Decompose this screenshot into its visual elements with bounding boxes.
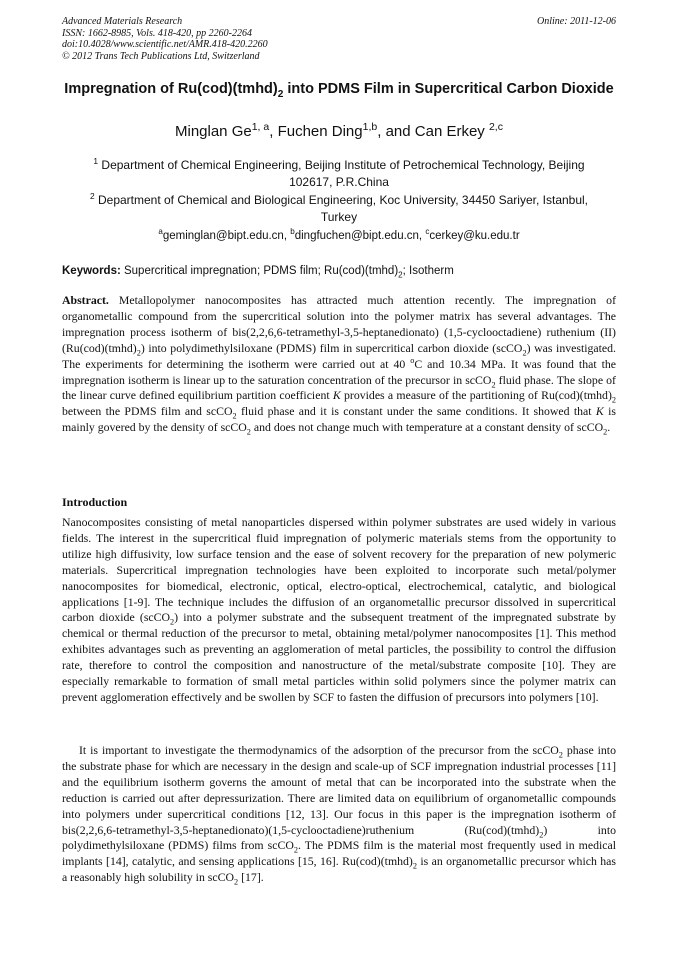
copyright-line: © 2012 Trans Tech Publications Ltd, Switzerland (62, 50, 260, 62)
author-1: Minglan Ge (175, 123, 252, 140)
abstract-text: ) was investigated. The experiments for determining the isotherm were carried out at 40 (62, 340, 616, 371)
abstract-subscript: 2 (491, 379, 496, 389)
title-part-1: Impregnation of Ru(cod)(tmhd) (64, 81, 278, 97)
abstract-subscript: 2 (136, 348, 141, 358)
intro-subscript: 2 (412, 861, 417, 871)
intro-text: It is important to investigate the thermodynamics of the adsorption of the precursor from the scCO (79, 743, 559, 757)
email-c[interactable]: cerkey@ku.edu.tr (429, 230, 520, 242)
abstract-subscript: 2 (522, 348, 527, 358)
abstract-text: Metallopolymer nanocomposites has attracted much attention recently. The impregnation of organometallic compound from the supercritical solution into the polymer matrix has several advantages. The impregnation process isotherm of bis(2,2,6,6-tetramethyl-3,5-heptanedionato) (1,5-cyclooctadiene) ruthenium (II) (Ru(cod)(tmhd) (62, 293, 616, 355)
intro-subscript: 2 (558, 750, 563, 760)
affiliation-2-number: 2 (89, 191, 95, 201)
degree-symbol: o (410, 355, 415, 365)
email-a[interactable]: geminglan@bipt.edu.cn, (162, 230, 291, 242)
abstract-text: fluid phase. The slope of the linear curve defined equilibrium partition coefficient (62, 372, 616, 403)
email-c-marker: c (425, 227, 430, 237)
affiliation-2 (78, 192, 600, 226)
intro-paragraph-2 (62, 743, 616, 886)
abstract-italic-k: K (595, 404, 604, 419)
intro-text: ) into polydimethylsiloxane (PDMS) films from scCO (62, 822, 616, 853)
abstract-text: C and 10.34 MPa. It was found that the impregnation isotherm is linear up to the saturation concentration of the precursor in scCO (62, 356, 616, 387)
intro-text: phase into the substrate phase for which are necessary in the design and scale-up of SCF impregnation industrial processes [11] and the equilibrium isotherm governs the amount of metal that can be incorporated into the substrate when the reduction is carried out after depressurization. There are limited data on equilibrium of organometallic compounds into polymers under supercritical conditions [12, 13]. Our focus in this paper is the impregnation isotherm of bis(2,2,6,6-tetramethyl-3,5-heptanedionato)(1,5-cyclooctadiene)ruthenium (Ru(cod)(tmhd) (62, 743, 616, 837)
paper-title (62, 80, 616, 99)
affiliation-1-number: 1 (93, 156, 99, 166)
section-heading-introduction: Introduction (62, 495, 128, 509)
abstract-text: provides a measure of the partitioning of Ru(cod)(tmhd) (340, 388, 612, 403)
keywords (62, 264, 616, 279)
abstract-subscript: 2 (611, 395, 616, 405)
abstract-subscript: 2 (603, 427, 608, 437)
intro-subscript: 2 (170, 617, 175, 627)
author-2: , Fuchen Ding (269, 123, 363, 140)
affiliation-1 (78, 157, 600, 191)
keywords-text-1: Supercritical impregnation; PDMS film; Ru(cod)(tmhd) (120, 265, 399, 277)
abstract-subscript: 2 (246, 427, 251, 437)
journal-name: Advanced Materials Research (62, 16, 183, 27)
abstract-text: is mainly govered by the density of scCO (62, 404, 616, 435)
keywords-subscript: 2 (398, 270, 403, 280)
intro-text: Nanocomposites consisting of metal nanoparticles dispersed within polymer substrates are used widely in various fields. The interest in the supercritical fluid impregnation of polymeric materials stems from the opportunity to utilize high diffusivity, low surface tension and the ease of solvent recovery for the preparation of new polymeric materials. Supercritical impregnation technologies have been exploited to incorporate such metal/polymer nanocomposites for biomedical, electronic, optical, electro-optical, electrochemical, catalytic, and biological applications [1-9]. The technique includes the diffusion of an organometallic precursor dissolved in supercritical carbon dioxide (scCO (62, 515, 616, 625)
keywords-text-2: ; Isotherm (402, 265, 454, 277)
doi-line: doi:10.4028/www.scientific.net/AMR.418-420.2260 (62, 39, 268, 51)
author-emails (62, 228, 616, 244)
keywords-label: Keywords: (62, 265, 121, 277)
affiliation-2-text: Department of Chemical and Biological Engineering, Koc University, 34450 Sariyer, Istanbul, Turkey (94, 193, 589, 224)
abstract (62, 293, 616, 436)
intro-text: ) into a polymer substrate and the subsequent treatment of the impregnated substrate by chemical or thermal reduction of the precursor to metal, obtaining metal/polymer nanocomposites [1]. This method exhibites advantages such as preventing an agglomeration of metal particles, the possibility to control the diffusion rate, therefore to control the composition and nanostructure of the metal/substrate composite [10]. They are especially remarkable to formation of small metal particles within solid polymers since the polymer matrix can prevent agglomeration effectively and be swollen by SCF to fasten the diffusion of precursors into polymers [10]. (62, 610, 616, 704)
email-b[interactable]: dingfuchen@bipt.edu.cn, (294, 230, 426, 242)
intro-subscript: 2 (234, 877, 239, 887)
issn-line: ISSN: 1662-8985, Vols. 418-420, pp 2260-2264 (62, 27, 252, 39)
author-3: , and Can Erkey (377, 123, 489, 140)
title-part-2: into PDMS Film in Supercritical Carbon Dioxide (283, 81, 614, 97)
author-2-affil: 1,b (362, 121, 378, 133)
abstract-text: . (607, 420, 611, 435)
intro-text: . The PDMS film is the material most frequently used in medical implants [14], catalytic, and sensing applications [15, 16]. Ru(cod)(tmhd) (62, 838, 616, 869)
abstract-text: fluid phase and it is constant under the same conditions. It showed that (236, 404, 596, 419)
abstract-text: and does not change much with temperature at a constant density of scCO (250, 420, 604, 435)
author-list (62, 122, 616, 142)
affiliation-1-text: Department of Chemical Engineering, Beijing Institute of Petrochemical Technology, Beijing 102617, P.R.China (98, 158, 585, 189)
email-a-marker: a (158, 227, 163, 237)
intro-subscript: 2 (539, 829, 544, 839)
abstract-subscript: 2 (232, 411, 237, 421)
abstract-text: ) into polydimethylsiloxane (PDMS) film in supercritical carbon dioxide (scCO (140, 340, 523, 355)
email-b-marker: b (290, 227, 295, 237)
online-date: Online: 2011-12-06 (537, 16, 616, 27)
author-1-affil: 1, a (251, 121, 270, 133)
title-subscript: 2 (277, 88, 284, 100)
journal-header (62, 16, 482, 62)
intro-paragraph-1 (62, 515, 616, 706)
abstract-italic-k: K (332, 388, 341, 403)
abstract-label: Abstract. (62, 293, 109, 307)
abstract-text: between the PDMS film and scCO (62, 404, 233, 419)
intro-text: [17]. (238, 870, 264, 885)
intro-text: is an organometallic precursor which has a reasonably high solubility in scCO (62, 854, 616, 885)
author-3-affil: 2,c (488, 121, 503, 133)
intro-subscript: 2 (293, 845, 298, 855)
